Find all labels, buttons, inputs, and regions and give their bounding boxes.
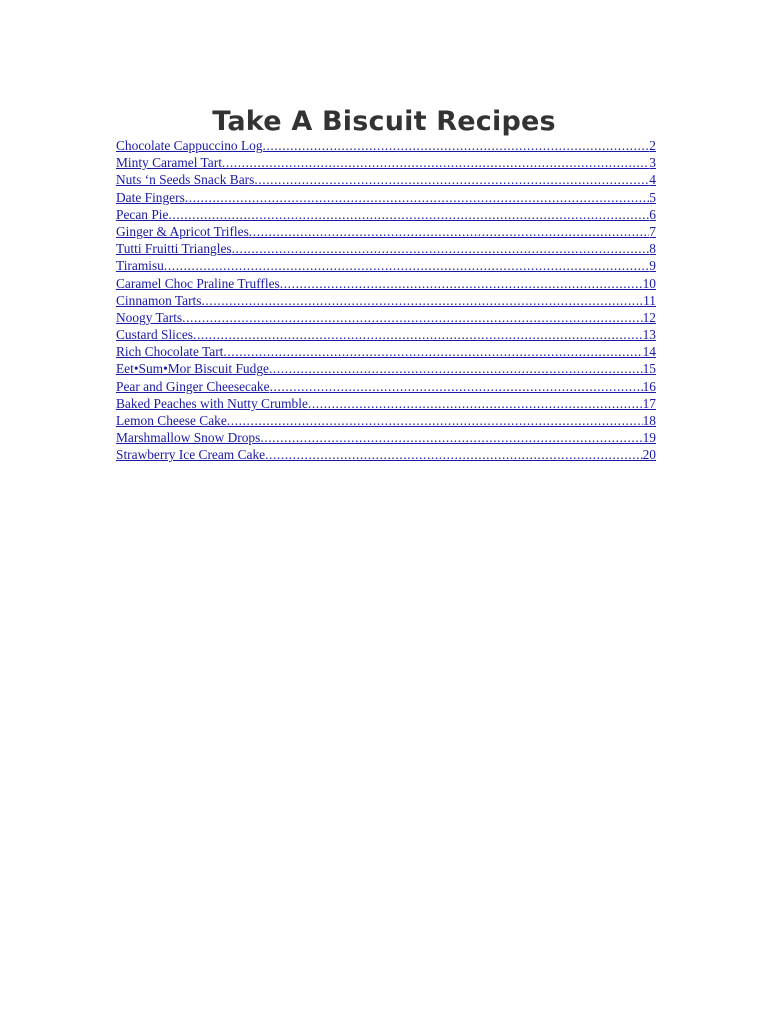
toc-dot-leader: [227, 413, 643, 429]
toc-entry[interactable]: [116, 172, 656, 189]
toc-entry-title: Cinnamon Tarts: [116, 292, 202, 308]
toc-page-number: 9: [649, 258, 656, 274]
toc-entry[interactable]: [116, 138, 656, 155]
toc-entry-title: Ginger & Apricot Trifles: [116, 223, 249, 239]
toc-entry[interactable]: [116, 241, 656, 258]
table-of-contents: [116, 138, 656, 465]
toc-entry-title: Rich Chocolate Tart: [116, 344, 224, 360]
toc-entry[interactable]: [116, 207, 656, 224]
toc-dot-leader: [254, 172, 649, 188]
toc-entry-title: Strawberry Ice Cream Cake: [116, 447, 266, 463]
page-title: Take A Biscuit Recipes: [212, 106, 556, 138]
toc-entry-title: Pecan Pie: [116, 206, 169, 222]
toc-dot-leader: [280, 276, 643, 292]
toc-entry-title: Custard Slices: [116, 327, 193, 343]
toc-entry[interactable]: [116, 258, 656, 275]
toc-entry[interactable]: [116, 361, 656, 378]
toc-page-number: 5: [649, 189, 656, 205]
toc-entry[interactable]: [116, 276, 656, 293]
toc-entry-title: Lemon Cheese Cake: [116, 413, 227, 428]
toc-dot-leader: [168, 207, 649, 223]
toc-entry-title: Chocolate Cappuccino Log: [116, 138, 263, 153]
toc-entry-title: Minty Caramel Tart: [116, 155, 222, 171]
toc-entry[interactable]: [116, 190, 656, 207]
toc-page-number: 16: [642, 378, 656, 394]
toc-page-number: 8: [649, 241, 656, 257]
toc-dot-leader: [265, 447, 643, 463]
toc-entry[interactable]: [116, 310, 656, 327]
toc-entry[interactable]: [116, 447, 656, 464]
toc-page-number: 20: [642, 447, 656, 463]
toc-page-number: 11: [643, 292, 656, 308]
toc-dot-leader: [193, 327, 643, 343]
toc-entry-title: Nuts ‘n Seeds Snack Bars: [116, 172, 255, 188]
toc-entry[interactable]: [116, 155, 656, 172]
toc-entry[interactable]: [116, 430, 656, 447]
toc-dot-leader: [223, 344, 642, 360]
toc-dot-leader: [260, 430, 642, 446]
toc-page-number: 7: [649, 223, 656, 239]
toc-entry-title: Date Fingers: [116, 189, 185, 205]
toc-page-number: 17: [642, 395, 656, 411]
toc-entry-title: Tiramisu: [116, 258, 164, 274]
toc-page-number: 14: [642, 344, 656, 360]
toc-page-number: 18: [642, 413, 656, 428]
toc-entry[interactable]: [116, 344, 656, 361]
toc-page-number: 4: [649, 172, 656, 188]
toc-page-number: 10: [642, 275, 656, 291]
toc-entry[interactable]: [116, 413, 656, 430]
toc-page-number: 19: [642, 430, 656, 446]
toc-page-number: 15: [642, 361, 656, 377]
toc-entry-title: Eet•Sum•Mor Biscuit Fudge: [116, 361, 269, 377]
toc-dot-leader: [164, 258, 649, 274]
toc-dot-leader: [270, 379, 643, 395]
toc-entry-title: Pear and Ginger Cheesecake: [116, 378, 270, 394]
toc-dot-leader: [249, 224, 650, 240]
toc-page-number: 12: [642, 309, 656, 325]
toc-entry-title: Baked Peaches with Nutty Crumble: [116, 395, 308, 411]
toc-dot-leader: [232, 241, 650, 257]
toc-dot-leader: [269, 361, 643, 377]
toc-dot-leader: [308, 396, 643, 412]
toc-entry-title: Marshmallow Snow Drops: [116, 430, 261, 446]
toc-dot-leader: [201, 293, 643, 309]
toc-entry-title: Noogy Tarts: [116, 309, 183, 325]
toc-page-number: 3: [649, 155, 656, 171]
toc-entry[interactable]: [116, 396, 656, 413]
toc-entry[interactable]: [116, 379, 656, 396]
toc-entry[interactable]: [116, 327, 656, 344]
toc-dot-leader: [185, 190, 649, 206]
toc-entry-title: Caramel Choc Praline Truffles: [116, 275, 280, 291]
toc-dot-leader: [182, 310, 642, 326]
toc-dot-leader: [263, 138, 650, 154]
toc-page-number: 13: [642, 327, 656, 343]
toc-entry[interactable]: [116, 293, 656, 310]
toc-entry[interactable]: [116, 224, 656, 241]
toc-entry-title: Tutti Fruitti Triangles: [116, 241, 232, 257]
toc-page-number: 6: [649, 206, 656, 222]
toc-dot-leader: [222, 155, 649, 171]
toc-page-number: 2: [649, 138, 656, 153]
